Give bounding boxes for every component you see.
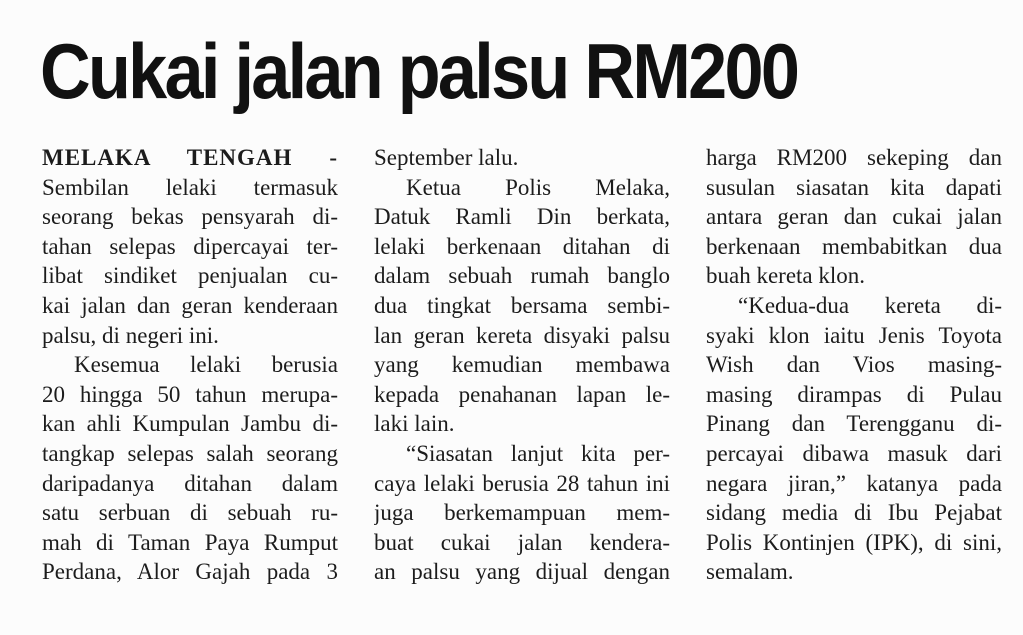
text-line: masing dirampas di Pulau — [706, 381, 1002, 407]
text-line: dua tingkat bersama sembi- — [374, 292, 670, 318]
text-line: buat cukai jalan kendera- — [374, 529, 670, 555]
text-line: Wish dan Vios masing- — [706, 352, 1002, 378]
article-column-3 — [706, 143, 1002, 587]
text-line: mah di Taman Paya Rumput — [42, 529, 338, 555]
text-line: Datuk Ramli Din berkata, — [374, 204, 670, 230]
paragraph — [374, 439, 670, 587]
text-line: palsu, di negeri ini. — [42, 322, 219, 348]
text-line: “Kedua-dua kereta di- — [738, 292, 1002, 318]
text-line: seorang bekas pensyarah di- — [42, 204, 338, 230]
text-line: semalam. — [706, 559, 794, 585]
paragraph — [706, 143, 1002, 291]
text-line: “Siasatan lanjut kita per- — [406, 440, 670, 466]
text-line: kepada penahanan lapan le- — [374, 381, 670, 407]
text-line: satu serbuan di sebuah ru- — [42, 500, 338, 526]
text-line: yang kemudian membawa — [374, 352, 670, 378]
text-line: percayai dibawa masuk dari — [706, 440, 1002, 466]
paragraph — [42, 350, 338, 587]
text-line: lan geran kereta disyaki palsu — [374, 322, 670, 348]
text-line: syaki klon iaitu Jenis Toyota — [706, 322, 1002, 348]
text-line: antara geran dan cukai jalan — [706, 204, 1002, 230]
text-line: Kesemua lelaki berusia — [74, 352, 338, 378]
text-line: laki lain. — [374, 411, 455, 437]
text-line: berkenaan membabitkan dua — [706, 233, 1002, 259]
text-line: Pinang dan Terengganu di- — [706, 411, 1002, 437]
text-line: Perdana, Alor Gajah pada 3 — [42, 559, 338, 585]
text-line: Sembilan lelaki termasuk — [42, 174, 338, 200]
text-line: 20 hingga 50 tahun merupa- — [42, 381, 338, 407]
article-column-2 — [374, 143, 670, 587]
text-line: caya lelaki berusia 28 tahun ini — [374, 470, 670, 496]
paragraph — [374, 173, 670, 439]
text-line: susulan siasatan kita dapati — [706, 174, 1002, 200]
text-line: kan ahli Kumpulan Jambu di- — [42, 411, 338, 437]
headline: Cukai jalan palsu RM200 — [40, 27, 798, 115]
text-line: tangkap selepas salah seorang — [42, 440, 338, 466]
text-line: buah kereta klon. — [706, 263, 866, 289]
article-column-1 — [42, 143, 338, 587]
text-line: Ketua Polis Melaka, — [406, 174, 670, 200]
text-line: September lalu. — [374, 145, 519, 170]
dateline-line — [42, 143, 338, 173]
text-line: kai jalan dan geran kenderaan — [42, 292, 338, 318]
text-line: dalam sebuah rumah banglo — [374, 263, 670, 289]
paragraph — [374, 143, 670, 173]
text-line: Polis Kontinjen (IPK), di sini, — [706, 529, 1002, 555]
paragraph — [706, 291, 1002, 587]
text-line: harga RM200 sekeping dan — [706, 145, 1002, 170]
text-line: sidang media di Ibu Pejabat — [706, 500, 1002, 526]
text-line: juga berkemampuan mem- — [374, 500, 670, 526]
text-line: negara jiran,” katanya pada — [706, 470, 1002, 496]
paragraph — [42, 173, 338, 351]
text-line: daripadanya ditahan dalam — [42, 470, 338, 496]
text-line: libat sindiket penjualan cu- — [42, 263, 338, 289]
text-line: lelaki berkenaan ditahan di — [374, 233, 670, 259]
text-line: tahan selepas dipercayai ter- — [42, 233, 338, 259]
dateline: MELAKA TENGAH - — [42, 145, 338, 170]
text-line: an palsu yang dijual dengan — [374, 559, 670, 585]
